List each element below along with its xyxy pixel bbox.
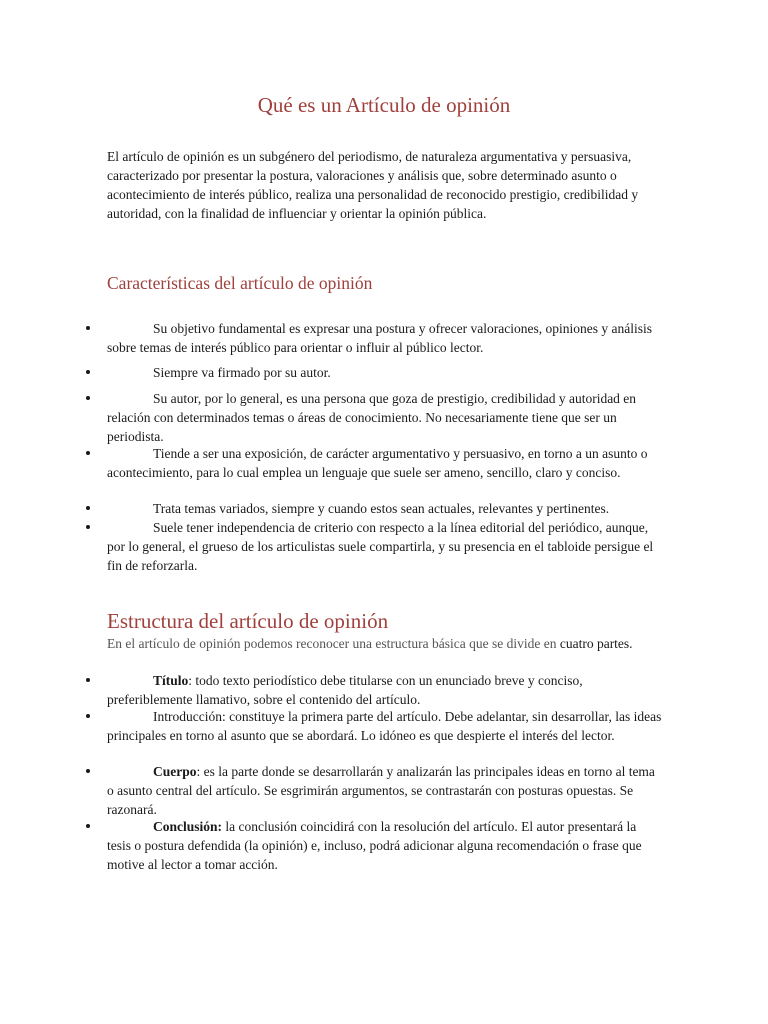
- list-item: Suele tener independencia de criterio con respecto a la línea editorial del periódico, aunque, por lo general, el grueso de los articulistas suele compartirla, y su presencia en el tabloide persigue el fin de reforzarla.: [107, 520, 654, 573]
- list-item: [107, 707, 663, 745]
- list-item: [107, 762, 663, 819]
- bullet-icon: [86, 817, 94, 825]
- bullet-icon: [86, 518, 94, 526]
- list-item: Su autor, por lo general, es una persona que goza de prestigio, credibilidad y autoridad en relación con determinados temas o áreas de conocimiento. No necesariamente tiene que ser un periodista.: [107, 391, 637, 444]
- list-item: Su objetivo fundamental es expresar una postura y ofrecer valoraciones, opiniones y análisis sobre temas de interés público para orientar o influir al público lector.: [107, 321, 652, 355]
- bullet-icon: [86, 762, 94, 770]
- bullet-icon: [86, 707, 94, 715]
- bullet-icon: [86, 671, 94, 679]
- list-item: Tiende a ser una exposición, de carácter argumentativo y persuasivo, en torno a un asunto o acontecimiento, para lo cual emplea un lenguaje que suele ser ameno, sencillo, claro y conciso.: [107, 446, 648, 480]
- caracteristicas-heading: Características del artículo de opinión: [107, 273, 373, 293]
- list-item: [107, 817, 663, 874]
- bullet-icon: [86, 444, 94, 452]
- list-item: Trata temas variados, siempre y cuando estos sean actuales, relevantes y pertinentes.: [153, 501, 610, 516]
- list-item-term: Cuerpo: [153, 764, 197, 779]
- estructura-lead-plain: cuatro partes.: [559, 636, 633, 651]
- list-item-text: Introducción: constituye la primera parte del artículo. Debe adelantar, sin desarrollar, las ideas principales en torno al asunto que se abordará. Lo idóneo es que despierte el interés del lector.: [107, 709, 662, 743]
- list-item: Siempre va firmado por su autor.: [153, 365, 331, 380]
- list-item-term: Conclusión:: [153, 819, 223, 834]
- list-item-text: : todo texto periodístico debe titularse con un enunciado breve y conciso, preferiblemente llamativo, sobre el contenido del artículo.: [107, 673, 583, 707]
- list-item-text: : es la parte donde se desarrollarán y analizarán las principales ideas en torno al tema o asunto central del artículo. Se esgrimirán argumentos, se contrastarán con posturas opuestas. Se razonará.: [107, 764, 655, 817]
- estructura-heading: Estructura del artículo de opinión: [107, 609, 389, 633]
- page-title: Qué es un Artículo de opinión: [257, 93, 511, 117]
- bullet-icon: [86, 499, 94, 507]
- bullet-icon: [86, 319, 94, 327]
- estructura-lead-text: En el artículo de opinión podemos reconocer una estructura básica que se divide en: [107, 636, 560, 651]
- bullet-icon: [86, 389, 94, 397]
- list-item-text: la conclusión coincidirá con la resolución del artículo. El autor presentará la tesis o postura defendida (la opinión) e, incluso, podrá adicionar alguna recomendación o frase que motive al lector a tomar acción.: [107, 819, 642, 872]
- bullet-icon: [86, 363, 94, 371]
- intro-paragraph: El artículo de opinión es un subgénero del periodismo, de naturaleza argumentativa y persuasiva, caracterizado por presentar la postura, valoraciones y análisis que, sobre determinado asunto o acontecimiento de interés público, realiza una personalidad de reconocido prestigio, credibilidad y autoridad, con la finalidad de influenciar y orientar la opinión pública.: [107, 149, 639, 221]
- list-item: [107, 671, 663, 709]
- list-item-term: Título: [153, 673, 189, 688]
- estructura-lead: [107, 634, 667, 653]
